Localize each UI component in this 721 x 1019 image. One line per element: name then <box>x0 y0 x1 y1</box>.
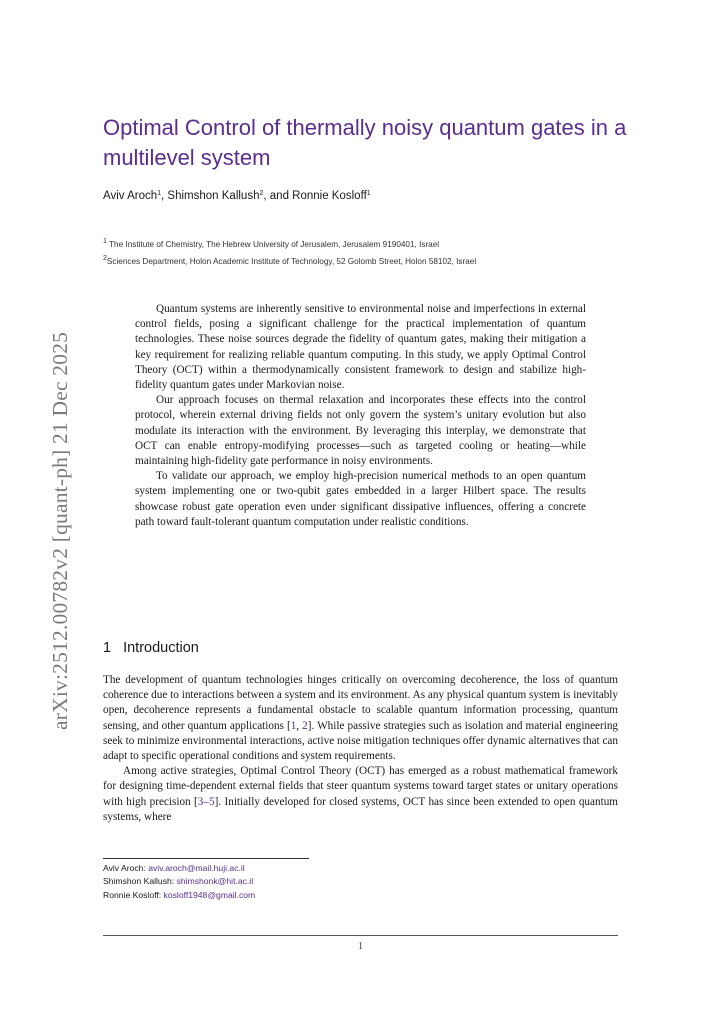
page-number: 1 <box>357 941 364 952</box>
author-separator: , <box>161 190 168 202</box>
footnote-author: Aviv Aroch: <box>103 863 146 873</box>
author-affiliation-mark: 2 <box>259 190 264 197</box>
abstract-paragraph: Quantum systems are inherently sensitive to environmental noise and imperfections in external control fields, posing a significant challenge for the practical implementation of quantum technologies. These noise sources degrade the fidelity of quantum gates, making their mitigation a key requirement for realizing reliable quantum computing. In this study, we apply Optimal Control Theory (OCT) within a thermodynamically consistent framework to design and stabilize high-fidelity quantum gates under Markovian noise. <box>135 303 586 392</box>
section-number: 1 <box>103 640 112 656</box>
body-text: ]. Initially developed for closed systems, OCT has since been extended to open quantum systems, where <box>103 795 618 823</box>
body-paragraph <box>103 673 618 764</box>
page-footer-divider <box>103 935 618 936</box>
author-separator: , and <box>263 190 293 202</box>
footnote-line <box>103 875 255 888</box>
section-heading <box>103 640 199 656</box>
affiliation-mark: 2 <box>103 255 107 262</box>
body-text: Among active strategies, Optimal Control Theory (OCT) has emerged as a robust mathematical framework for designing time-dependent external fields that steer quantum systems toward target states or unitary operations with high precision [ <box>103 765 618 808</box>
affiliation <box>103 238 623 249</box>
abstract <box>135 302 586 530</box>
affiliation-text: Sciences Department, Holon Academic Institute of Technology, 52 Golomb Street, Holon 58102, Israel <box>106 257 477 266</box>
abstract-paragraph: Our approach focuses on thermal relaxation and incorporates these effects into the control protocol, wherein external driving fields not only govern the system’s unitary evolution but also modulate its interaction with the environment. By leveraging this interplay, we demonstrate that OCT can enable entropy-modifying processes—such as targeted cooling or heating—while maintaining high-fidelity gate performance in noisy environments. <box>135 394 586 468</box>
author-affiliation-mark: 1 <box>366 190 371 197</box>
citation-link[interactable]: 2 <box>302 719 308 732</box>
footnote-divider <box>103 858 309 859</box>
body-text: The development of quantum technologies hinges critically on overcoming decoherence, the loss of quantum coherence due to interactions between a system and its environment. As any physical quantum system is inevitably open, decoherence represents a fundamental obstacle to scalable quantum information processing, quantum sensing, and other quantum applications [ <box>103 674 618 732</box>
citation-link[interactable]: 3–5 <box>197 795 215 808</box>
citation-separator: , <box>296 719 303 732</box>
author-name: Shimshon Kallush <box>167 190 260 202</box>
author-affiliation-mark: 1 <box>157 190 162 197</box>
footnote-line <box>103 862 255 875</box>
body-text: ]. While passive strategies such as isolation and material engineering seek to minimize environmental interactions, active noise mitigation techniques offer dynamic alternatives that can adapt to specific operational conditions and system requirements. <box>103 719 619 763</box>
citation-link[interactable]: 1 <box>290 719 297 732</box>
footnote-author: Ronnie Kosloff: <box>103 889 162 900</box>
introduction-body <box>103 673 618 825</box>
author-name: Ronnie Kosloff <box>292 190 367 202</box>
author-name: Aviv Aroch <box>103 190 158 202</box>
author-list <box>103 190 623 202</box>
body-paragraph <box>103 764 618 825</box>
abstract-paragraph: To validate our approach, we employ high-precision numerical methods to an open quantum system implementing one or two-qubit gates embedded in a larger Hilbert space. The results showcase robust gate operation even under significant dissipative influences, offering a concrete path toward fault-tolerant quantum computation under realistic conditions. <box>135 470 586 528</box>
affiliation-text: The Institute of Chemistry, The Hebrew University of Jerusalem, Jerusalem 9190401, Israel <box>106 240 440 249</box>
footnote-line <box>103 889 255 902</box>
affiliation <box>103 255 623 266</box>
email-link[interactable]: aviv.aroch@mail.huji.ac.il <box>148 863 245 873</box>
footnotes <box>103 862 255 902</box>
arxiv-stamp-text: arXiv:2512.00782v2 [quant-ph] 21 Dec 2025 <box>48 331 72 730</box>
email-link[interactable]: kosloff1948@gmail.com <box>163 889 256 900</box>
section-title: Introduction <box>123 640 199 656</box>
email-link[interactable]: shimshonk@hit.ac.il <box>176 876 254 887</box>
arxiv-identifier-stamp <box>22 285 72 730</box>
affiliation-mark: 1 <box>103 238 107 245</box>
paper-title: Optimal Control of thermally noisy quantum gates in a multilevel system <box>103 115 627 170</box>
footnote-author: Shimshon Kallush: <box>103 876 175 887</box>
